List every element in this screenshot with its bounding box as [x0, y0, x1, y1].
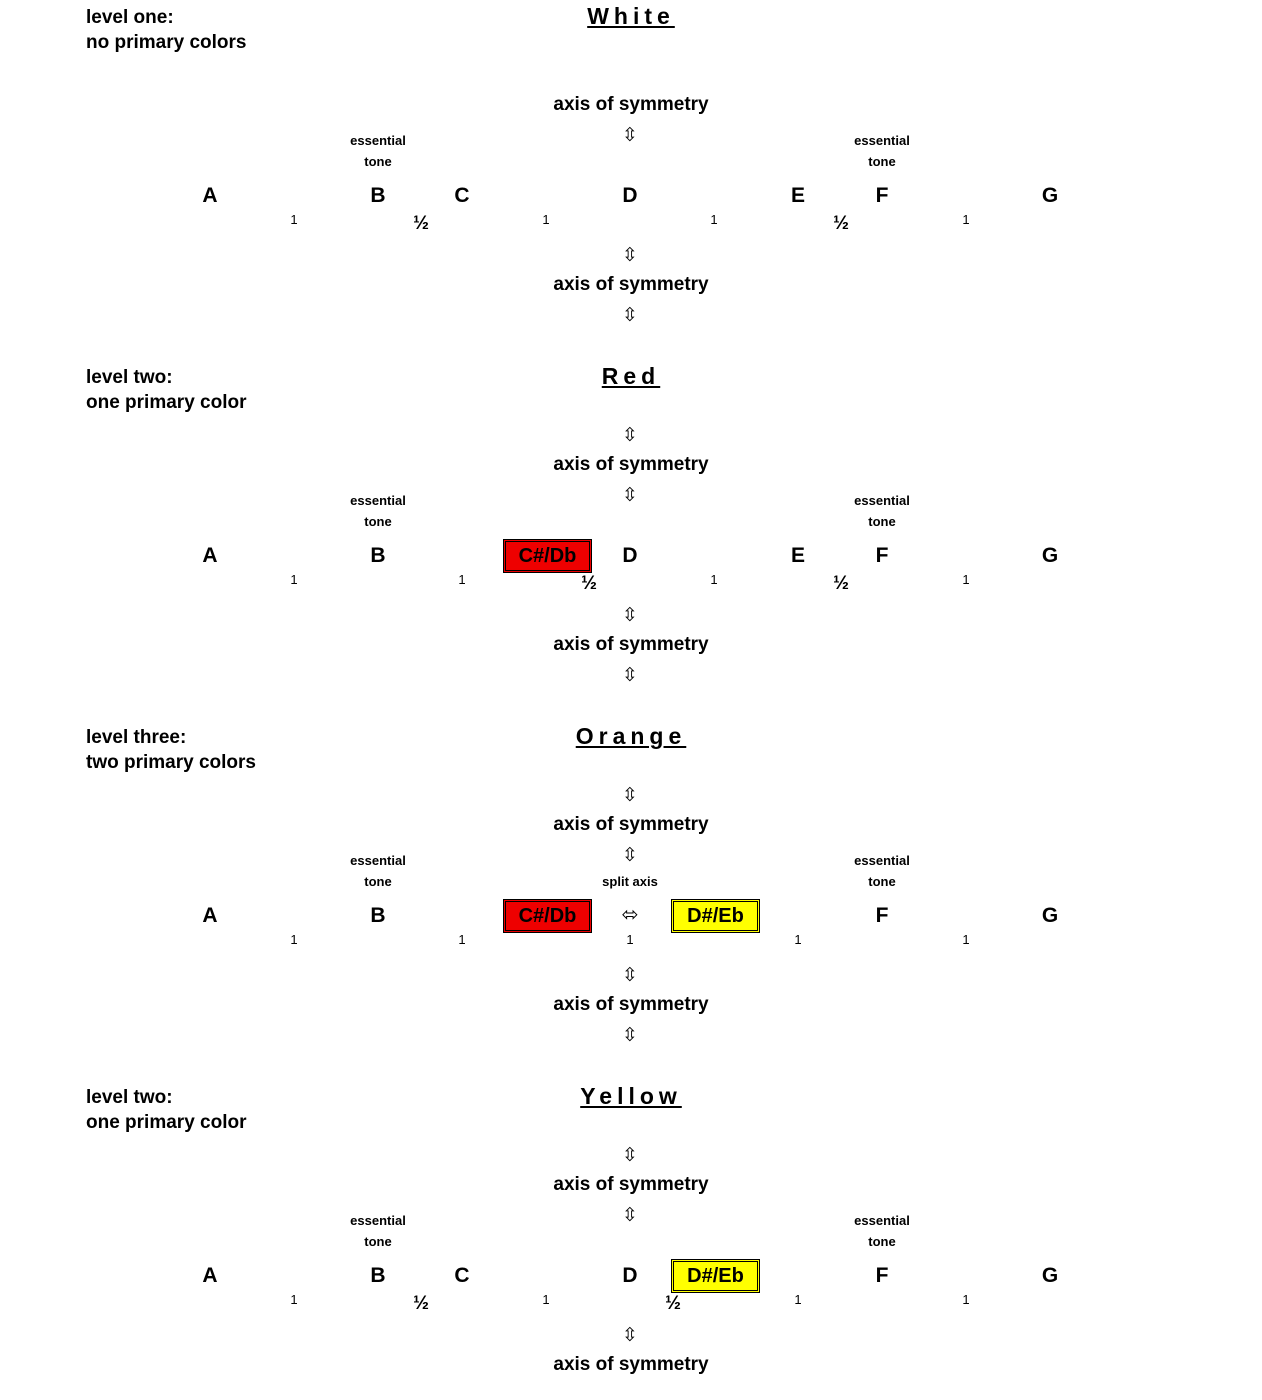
level-description: one primary color — [86, 392, 247, 413]
note-b: B — [370, 544, 386, 567]
axis-of-symmetry-label: axis of symmetry — [553, 454, 709, 475]
note-g: G — [1041, 184, 1059, 207]
up-down-arrow-icon: ⇳ — [622, 1145, 638, 1166]
note-b: B — [370, 904, 386, 927]
section-orange — [0, 720, 1262, 1080]
note-a: A — [202, 904, 218, 927]
split-axis-label: split axis — [602, 874, 658, 889]
axis-of-symmetry-label: axis of symmetry — [553, 1174, 709, 1195]
section-title: Yellow — [580, 1083, 682, 1109]
whole-step-value: 1 — [290, 212, 298, 227]
level-description: one primary color — [86, 1112, 247, 1133]
axis-of-symmetry-label: axis of symmetry — [553, 634, 709, 655]
whole-step-value: 1 — [290, 932, 298, 947]
whole-step-value: 1 — [458, 932, 466, 947]
up-down-arrow-icon: ⇳ — [622, 245, 638, 266]
whole-step-value: 1 — [962, 212, 970, 227]
up-down-arrow-icon: ⇳ — [622, 425, 638, 446]
essential-label: essential — [854, 853, 910, 868]
tone-label: tone — [364, 874, 392, 889]
essential-label: essential — [350, 493, 406, 508]
essential-label: essential — [350, 1213, 406, 1228]
section-red — [0, 360, 1262, 720]
half-step-value: ½ — [413, 213, 429, 234]
note-a: A — [202, 1264, 218, 1287]
note-c-sharp-d-flat: C#/Db — [503, 899, 592, 933]
section-title: Orange — [575, 723, 687, 749]
up-down-arrow-icon: ⇳ — [622, 845, 638, 866]
tone-label: tone — [868, 514, 896, 529]
half-step-value: ½ — [833, 213, 849, 234]
up-down-arrow-icon: ⇳ — [622, 665, 638, 686]
up-down-arrow-icon: ⇳ — [622, 605, 638, 626]
level-label: level two: — [86, 1087, 173, 1108]
note-g: G — [1041, 904, 1059, 927]
half-step-value: ½ — [581, 573, 597, 594]
note-b: B — [370, 1264, 386, 1287]
section-title: White — [587, 3, 675, 29]
section-white — [0, 0, 1262, 360]
half-step-value: ½ — [413, 1293, 429, 1314]
half-step-value: ½ — [833, 573, 849, 594]
note-d: D — [622, 1264, 638, 1287]
whole-step-value: 1 — [794, 1292, 802, 1307]
note-f: F — [875, 544, 889, 567]
note-e: E — [790, 184, 805, 207]
half-step-value: ½ — [665, 1293, 681, 1314]
note-b: B — [370, 184, 386, 207]
up-down-arrow-icon: ⇳ — [622, 125, 638, 146]
essential-label: essential — [854, 493, 910, 508]
axis-of-symmetry-label: axis of symmetry — [553, 94, 709, 115]
tone-label: tone — [868, 154, 896, 169]
axis-of-symmetry-label: axis of symmetry — [553, 1354, 709, 1375]
tone-label: tone — [868, 1234, 896, 1249]
whole-step-value: 1 — [962, 572, 970, 587]
note-a: A — [202, 544, 218, 567]
whole-step-value: 1 — [542, 212, 550, 227]
note-f: F — [875, 184, 889, 207]
note-c-sharp-d-flat: C#/Db — [503, 539, 592, 573]
whole-step-value: 1 — [962, 1292, 970, 1307]
level-description: no primary colors — [86, 32, 247, 53]
note-d: D — [622, 184, 638, 207]
note-d: D — [622, 544, 638, 567]
whole-step-value: 1 — [290, 572, 298, 587]
up-down-arrow-icon: ⇳ — [622, 785, 638, 806]
up-down-arrow-icon: ⇳ — [622, 1325, 638, 1346]
level-description: two primary colors — [86, 752, 256, 773]
up-down-arrow-icon: ⇳ — [622, 305, 638, 326]
axis-of-symmetry-label: axis of symmetry — [553, 814, 709, 835]
tone-label: tone — [364, 154, 392, 169]
essential-label: essential — [350, 133, 406, 148]
whole-step-value: 1 — [542, 1292, 550, 1307]
tone-label: tone — [364, 514, 392, 529]
level-label: level one: — [86, 7, 174, 28]
essential-label: essential — [854, 1213, 910, 1228]
up-down-arrow-icon: ⇳ — [622, 965, 638, 986]
essential-label: essential — [350, 853, 406, 868]
note-f: F — [875, 904, 889, 927]
tone-label: tone — [364, 1234, 392, 1249]
up-down-arrow-icon: ⇳ — [622, 485, 638, 506]
axis-of-symmetry-label: axis of symmetry — [553, 274, 709, 295]
note-g: G — [1041, 544, 1059, 567]
whole-step-value: 1 — [710, 212, 718, 227]
section-title: Red — [601, 363, 661, 389]
note-a: A — [202, 184, 218, 207]
tone-label: tone — [868, 874, 896, 889]
left-right-arrow-icon: ⬄ — [621, 904, 639, 926]
note-d-sharp-e-flat: D#/Eb — [671, 1259, 760, 1293]
note-c: C — [454, 184, 470, 207]
whole-step-value: 1 — [962, 932, 970, 947]
level-label: level two: — [86, 367, 173, 388]
note-d-sharp-e-flat: D#/Eb — [671, 899, 760, 933]
essential-label: essential — [854, 133, 910, 148]
whole-step-value: 1 — [626, 932, 634, 947]
note-c: C — [454, 1264, 470, 1287]
whole-step-value: 1 — [794, 932, 802, 947]
note-f: F — [875, 1264, 889, 1287]
level-label: level three: — [86, 727, 187, 748]
whole-step-value: 1 — [710, 572, 718, 587]
up-down-arrow-icon: ⇳ — [622, 1205, 638, 1226]
note-g: G — [1041, 1264, 1059, 1287]
up-down-arrow-icon: ⇳ — [622, 1025, 638, 1046]
section-yellow — [0, 1080, 1262, 1400]
whole-step-value: 1 — [458, 572, 466, 587]
axis-of-symmetry-label: axis of symmetry — [553, 994, 709, 1015]
note-e: E — [790, 544, 805, 567]
whole-step-value: 1 — [290, 1292, 298, 1307]
